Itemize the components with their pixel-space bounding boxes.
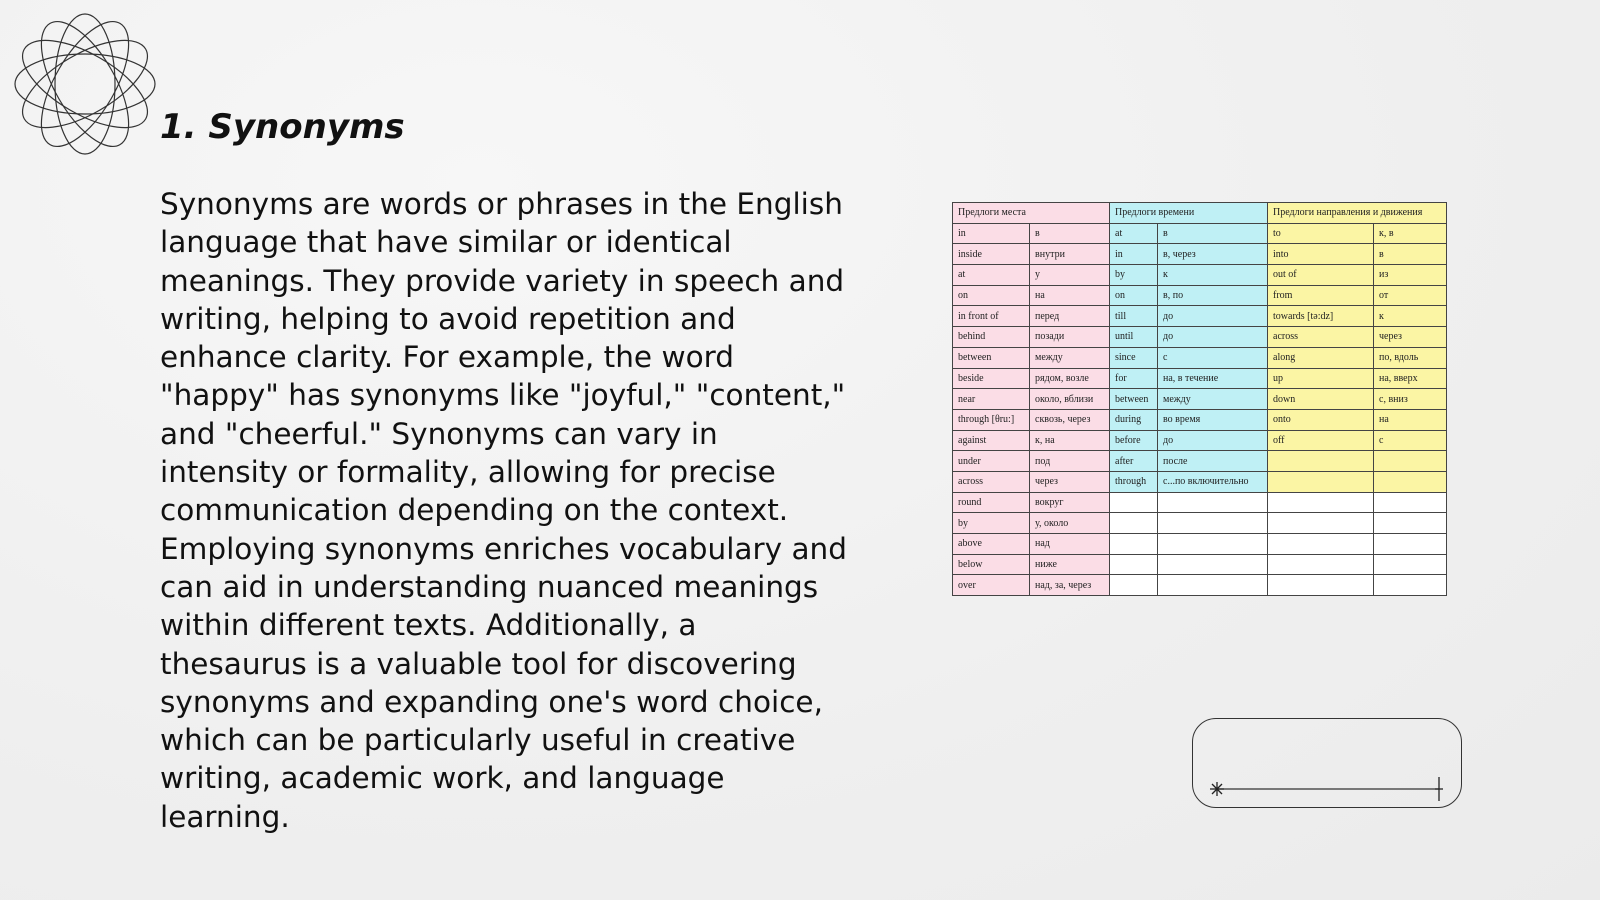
table-cell: from: [1268, 285, 1374, 306]
table-cell: с, вниз: [1374, 389, 1447, 410]
table-header-cell: Предлоги места: [953, 203, 1110, 224]
table-cell: down: [1268, 389, 1374, 410]
table-row: [953, 513, 1447, 534]
prepositions-table-image: [952, 202, 1447, 596]
table-cell: до: [1158, 327, 1268, 348]
table-cell: в: [1030, 223, 1110, 244]
table-cell: у: [1030, 265, 1110, 286]
table-row: [953, 368, 1447, 389]
table-cell: over: [953, 575, 1030, 596]
table-cell: в: [1374, 244, 1447, 265]
table-cell: on: [1110, 285, 1158, 306]
table-row: [953, 244, 1447, 265]
table-cell: by: [953, 513, 1030, 534]
table-cell: for: [1110, 368, 1158, 389]
table-cell: после: [1158, 451, 1268, 472]
table-cell: in: [1110, 244, 1158, 265]
table-cell: [1268, 534, 1374, 555]
table-cell: на, вверх: [1374, 368, 1447, 389]
table-cell: к, в: [1374, 223, 1447, 244]
table-row: [953, 306, 1447, 327]
table-cell: through [θru:]: [953, 409, 1030, 430]
table-cell: [1158, 492, 1268, 513]
table-cell: [1110, 534, 1158, 555]
table-cell: [1374, 471, 1447, 492]
table-cell: before: [1110, 430, 1158, 451]
table-cell: [1374, 575, 1447, 596]
table-cell: above: [953, 534, 1030, 555]
table-cell: across: [953, 471, 1030, 492]
table-cell: в: [1158, 223, 1268, 244]
table-cell: рядом, возле: [1030, 368, 1110, 389]
table-cell: [1374, 554, 1447, 575]
orbit-rings-icon: [10, 10, 160, 158]
table-cell: through: [1110, 471, 1158, 492]
table-row: [953, 575, 1447, 596]
table-cell: beside: [953, 368, 1030, 389]
table-header-row: [953, 203, 1447, 224]
table-cell: между: [1030, 347, 1110, 368]
table-cell: below: [953, 554, 1030, 575]
table-row: [953, 451, 1447, 472]
table-cell: над: [1030, 534, 1110, 555]
table-cell: during: [1110, 409, 1158, 430]
table-cell: через: [1374, 327, 1447, 348]
table-cell: [1158, 534, 1268, 555]
table-row: [953, 389, 1447, 410]
table-row: [953, 285, 1447, 306]
table-cell: [1110, 513, 1158, 534]
slide-title: 1. Synonyms: [160, 107, 405, 147]
table-cell: [1268, 471, 1374, 492]
table-row: [953, 554, 1447, 575]
table-cell: по, вдоль: [1374, 347, 1447, 368]
table-cell: к, на: [1030, 430, 1110, 451]
table-cell: [1374, 534, 1447, 555]
table-cell: на: [1374, 409, 1447, 430]
table-cell: until: [1110, 327, 1158, 348]
table-cell: round: [953, 492, 1030, 513]
table-cell: into: [1268, 244, 1374, 265]
table-cell: [1158, 554, 1268, 575]
table-cell: на, в течение: [1158, 368, 1268, 389]
table-cell: to: [1268, 223, 1374, 244]
decorative-pill: [1192, 718, 1462, 808]
table-cell: к: [1374, 306, 1447, 327]
table-cell: [1268, 513, 1374, 534]
table-row: [953, 471, 1447, 492]
table-cell: на: [1030, 285, 1110, 306]
table-row: [953, 223, 1447, 244]
table-cell: у, около: [1030, 513, 1110, 534]
table-cell: out of: [1268, 265, 1374, 286]
table-cell: inside: [953, 244, 1030, 265]
table-cell: над, за, через: [1030, 575, 1110, 596]
table-cell: [1268, 492, 1374, 513]
table-cell: в, по: [1158, 285, 1268, 306]
table-cell: [1374, 451, 1447, 472]
star-line-icon: [1193, 719, 1463, 809]
table-cell: до: [1158, 430, 1268, 451]
table-cell: at: [953, 265, 1030, 286]
table-cell: on: [953, 285, 1030, 306]
table-cell: около, вблизи: [1030, 389, 1110, 410]
table-cell: in: [953, 223, 1030, 244]
table-cell: [1158, 575, 1268, 596]
table-cell: через: [1030, 471, 1110, 492]
table-row: [953, 409, 1447, 430]
table-cell: between: [1110, 389, 1158, 410]
table-cell: вокруг: [1030, 492, 1110, 513]
table-cell: [1110, 554, 1158, 575]
table-cell: across: [1268, 327, 1374, 348]
table-cell: up: [1268, 368, 1374, 389]
table-cell: [1268, 575, 1374, 596]
table-cell: перед: [1030, 306, 1110, 327]
table-cell: сквозь, через: [1030, 409, 1110, 430]
table-cell: внутри: [1030, 244, 1110, 265]
table-cell: against: [953, 430, 1030, 451]
table-cell: из: [1374, 265, 1447, 286]
table-cell: under: [953, 451, 1030, 472]
table-cell: [1268, 451, 1374, 472]
table-cell: во время: [1158, 409, 1268, 430]
table-row: [953, 430, 1447, 451]
table-cell: [1374, 513, 1447, 534]
table-cell: позади: [1030, 327, 1110, 348]
table-cell: от: [1374, 285, 1447, 306]
table-row: [953, 327, 1447, 348]
prepositions-table: [952, 202, 1447, 596]
table-cell: after: [1110, 451, 1158, 472]
table-cell: along: [1268, 347, 1374, 368]
table-cell: с: [1158, 347, 1268, 368]
table-cell: towards [tə:dz]: [1268, 306, 1374, 327]
table-header-cell: Предлоги времени: [1110, 203, 1268, 224]
table-cell: onto: [1268, 409, 1374, 430]
table-cell: near: [953, 389, 1030, 410]
table-cell: в, через: [1158, 244, 1268, 265]
table-cell: [1110, 492, 1158, 513]
table-cell: at: [1110, 223, 1158, 244]
table-cell: до: [1158, 306, 1268, 327]
table-cell: since: [1110, 347, 1158, 368]
table-cell: by: [1110, 265, 1158, 286]
table-cell: с: [1374, 430, 1447, 451]
table-cell: [1158, 513, 1268, 534]
table-cell: off: [1268, 430, 1374, 451]
table-cell: к: [1158, 265, 1268, 286]
table-row: [953, 265, 1447, 286]
table-cell: behind: [953, 327, 1030, 348]
table-row: [953, 534, 1447, 555]
table-cell: [1110, 575, 1158, 596]
table-cell: [1268, 554, 1374, 575]
table-cell: под: [1030, 451, 1110, 472]
table-cell: с...по включительно: [1158, 471, 1268, 492]
table-row: [953, 347, 1447, 368]
table-cell: in front of: [953, 306, 1030, 327]
table-cell: ниже: [1030, 554, 1110, 575]
table-row: [953, 492, 1447, 513]
body-paragraph: Synonyms are words or phrases in the English language that have similar or identical meanings. They provide variety in speech and writing, helping to avoid repetition and enhance clarity. For example, the word "happy" has synonyms like "joyful," "content," and "cheerful." Synonyms can vary in intensity or formality, allowing for precise communication depending on the context. Employing synonyms enriches vocabulary and can aid in understanding nuanced meanings within different texts. Additionally, a thesaurus is a valuable tool for discovering synonyms and expanding one's word choice, which can be particularly useful in creative writing, academic work, and language learning.: [160, 187, 847, 834]
table-cell: между: [1158, 389, 1268, 410]
table-cell: between: [953, 347, 1030, 368]
table-cell: [1374, 492, 1447, 513]
table-cell: till: [1110, 306, 1158, 327]
table-header-cell: Предлоги направления и движения: [1268, 203, 1447, 224]
